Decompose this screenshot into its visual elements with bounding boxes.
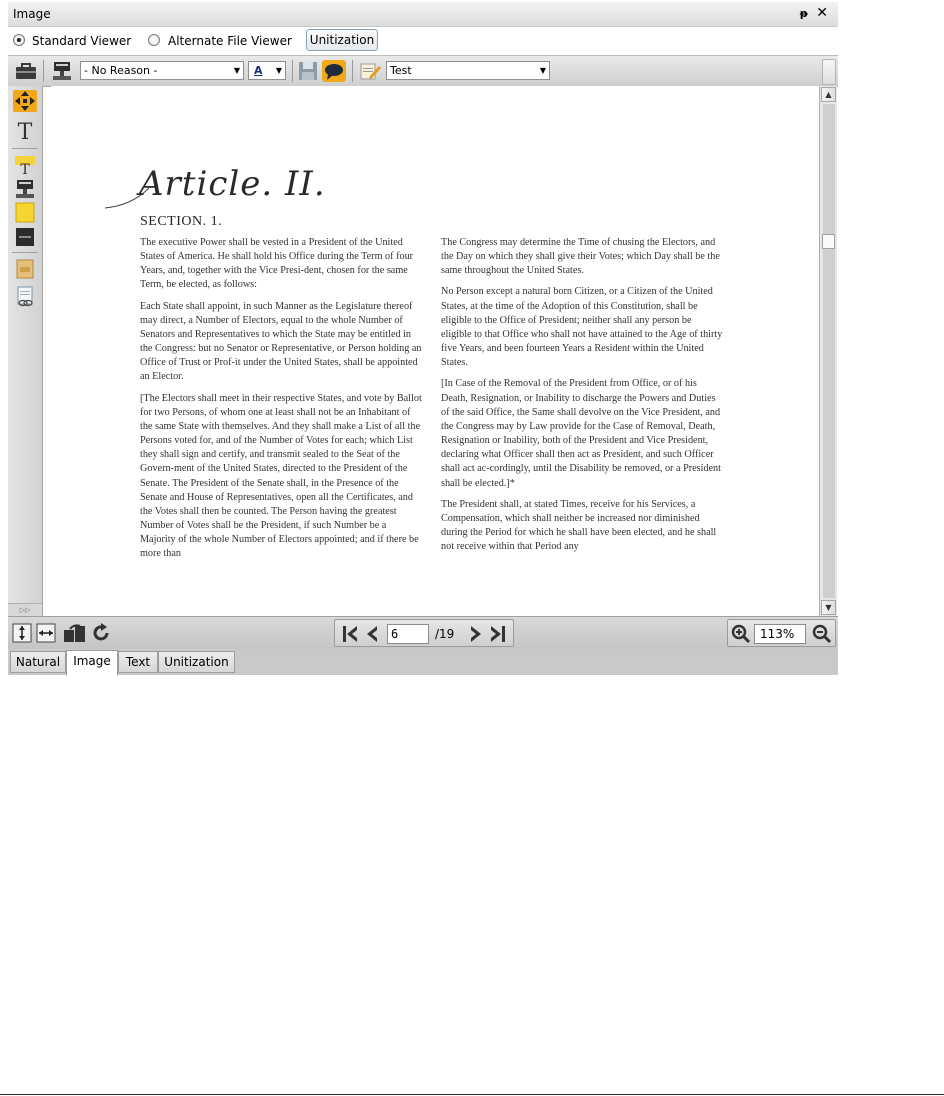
briefcase-icon[interactable] [14, 60, 38, 82]
section-title: SECTION. 1. [140, 214, 223, 229]
link-document-icon[interactable] [13, 286, 37, 308]
font-color-select[interactable] [248, 61, 286, 80]
tab-text[interactable]: Text [118, 651, 158, 673]
rotate-right-icon[interactable] [92, 623, 112, 643]
toolbar-divider [43, 60, 44, 82]
redact-icon[interactable] [13, 178, 37, 200]
chevron-down-icon: ▼ [275, 66, 282, 75]
zoom-in-icon[interactable] [731, 624, 751, 644]
page-number-input[interactable]: 6 [387, 624, 429, 644]
tab-unitization[interactable]: Unitization [158, 651, 235, 673]
edit-note-icon[interactable] [358, 60, 382, 82]
paragraph: Each State shall appoint, in such Manner as the Legislature thereof may direct, a Number of Electors, equal to the whole Number of Senators and Representatives to which the State may be entitled in the Congress: but no Senator or Representative, or Person holding an Office of Trust or Prof-it under the United States, shall be appointed an Elector. [140, 300, 422, 383]
vertical-scrollbar[interactable] [819, 86, 837, 616]
alternate-viewer-radio[interactable] [148, 34, 160, 46]
zoom-out-icon[interactable] [812, 624, 832, 644]
highlight-text-icon[interactable] [13, 154, 37, 176]
toolbar-overflow-button[interactable] [822, 59, 836, 85]
tool-strip-expander[interactable]: ▷▷ [8, 603, 42, 616]
pin-icon[interactable]: ᵽ [799, 7, 808, 20]
reason-select[interactable] [80, 61, 244, 80]
black-redaction-icon[interactable] [13, 226, 37, 248]
text-tool-icon[interactable] [13, 120, 37, 142]
comment-bubble-icon[interactable] [322, 60, 346, 82]
font-color-icon: A [254, 64, 263, 77]
paragraph: [The Electors shall meet in their respective States, and vote by Ballot for two Persons, of whom one at least shall not be an Inhabitant of the same State with themselves. And they shall make a List of all the Persons voted for, and of the Number of Votes for each; which List they shall sign and certify, and transmit sealed to the Seat of the Govern-ment of the United States, directed to the President of the Senate. The President of the Senate shall, in the Presence of the Senate and House of Representatives, open all the Certificates, and the Votes shall then be counted. The Person having the greatest Number of Votes shall be the President, if such Number be a Majority of the whole Number of Electors appointed; and if there be more than [140, 392, 422, 560]
viewer-tab-strip [8, 649, 838, 675]
tab-image[interactable]: Image [66, 650, 118, 675]
annotation-tool-strip [8, 86, 43, 616]
annotation-toolbar [8, 55, 838, 87]
save-icon[interactable] [296, 60, 320, 82]
sticky-note-icon[interactable] [13, 202, 37, 224]
chevron-down-icon: ▼ [233, 66, 240, 75]
zoom-level-input[interactable]: 113% [754, 624, 806, 644]
tab-natural[interactable]: Natural [10, 651, 66, 673]
zoom-control [727, 619, 836, 647]
paragraph: No Person except a natural born Citizen, or a Citizen of the United States, at the time of the Adoption of this Constitution, shall be eligible to the Office of President; neither shall any person be eligible to that Office who shall not have attained to the Age of thirty five Years, and been fourteen Years a Resident within the United States. [441, 286, 723, 369]
scroll-thumb[interactable] [822, 234, 835, 249]
panel-title-bar [8, 2, 838, 27]
toolbar-divider [292, 60, 293, 82]
scroll-track[interactable] [823, 104, 835, 598]
tool-divider [12, 148, 38, 149]
paragraph: [In Case of the Removal of the President from Office, or of his Death, Resignation, or Inability to discharge the Powers and Duties of the said Office, the Same shall devolve on the Vice President, and the Congress may by Law provide for the Case of Removal, Death, Resignation or Inability, both of the President and Vice President, declaring what Officer shall then act as President, and such Officer shall act ac-cordingly, until the Disability be removed, or a President shall be elected.]* [441, 378, 721, 489]
next-page-icon[interactable] [467, 624, 485, 644]
document-right-column [441, 236, 723, 561]
stamp-icon[interactable] [13, 258, 37, 280]
first-page-icon[interactable] [341, 624, 359, 644]
toolbar-divider [352, 60, 353, 82]
last-page-icon[interactable] [489, 624, 507, 644]
fit-width-icon[interactable] [36, 623, 56, 643]
alternate-viewer-label[interactable]: Alternate File Viewer [168, 34, 292, 48]
paragraph: The President shall, at stated Times, receive for his Services, a Compensation, which shall neither be increased nor diminished during the Period for which he shall have been elected, and he shall not receive within that Period any [441, 498, 717, 553]
pan-icon[interactable] [13, 90, 37, 112]
scroll-up-icon[interactable]: ▲ [821, 87, 836, 102]
annotation-set-select[interactable] [386, 61, 550, 80]
annotation-set-value: Test [390, 64, 412, 77]
document-heading: Article. II. [139, 164, 326, 204]
fit-height-icon[interactable] [12, 623, 32, 643]
paragraph: The Congress may determine the Time of chusing the Electors, and the Day on which they shall give their Votes; which Day shall be the same throughout the United States. [441, 237, 720, 277]
unitization-button[interactable]: Unitization [306, 29, 378, 51]
document-left-column [140, 236, 422, 568]
close-icon[interactable]: ✕ [816, 5, 828, 21]
viewer-mode-row [8, 27, 838, 53]
chevron-down-icon: ▼ [539, 66, 546, 75]
image-viewer-panel [8, 2, 838, 675]
page-navigation-bar [8, 616, 838, 650]
tool-divider [12, 252, 38, 253]
svg-text:T: T [20, 162, 30, 176]
reason-select-value: - No Reason - [84, 64, 158, 77]
previous-page-icon[interactable] [363, 624, 381, 644]
rotate-left-icon[interactable] [62, 623, 88, 643]
standard-viewer-label[interactable]: Standard Viewer [32, 34, 132, 48]
paragraph: The executive Power shall be vested in a President of the United States of America. He shall hold his Office during the Term of four Years, and, together with the Vice Presi-dent, chosen for the same Term, be elected, as follows: [140, 237, 414, 291]
page-bottom-rule [0, 1094, 944, 1095]
scroll-down-icon[interactable]: ▼ [821, 600, 836, 615]
document-viewport[interactable] [51, 86, 819, 616]
panel-title: Image [13, 7, 51, 21]
redact-stamp-icon[interactable] [50, 60, 74, 82]
page-pager [334, 619, 514, 647]
svg-text:T: T [17, 120, 33, 142]
standard-viewer-radio[interactable] [13, 34, 25, 46]
page-total-label: /19 [435, 627, 455, 641]
